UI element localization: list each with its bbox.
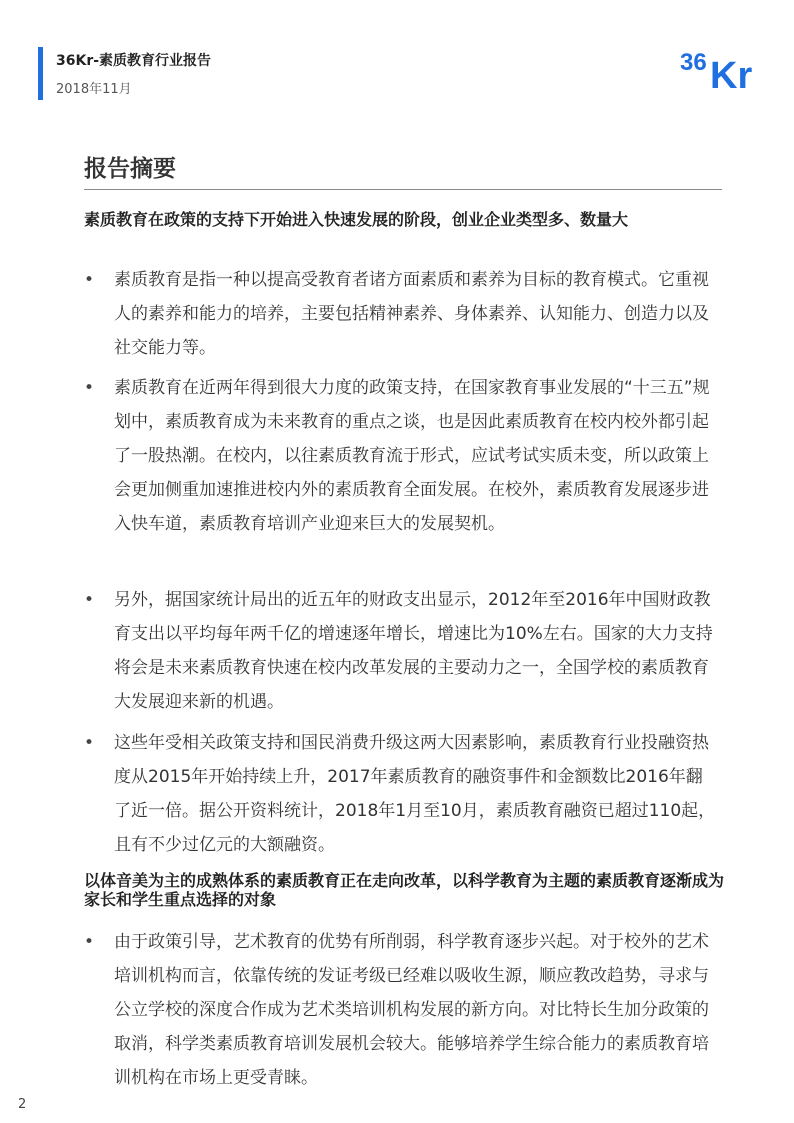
summary-bullet-5 bbox=[84, 925, 724, 1095]
bullet-dot: • bbox=[84, 270, 95, 290]
bullet-text: 另外，据国家统计局出的近五年的财政支出显示，2012年至2016年中国财政教育支出以平均每年两千亿的增速逐年增长，增速比为10%左右。国家的大力支持将会是未来素质教育快速在校内改革发展的主要动力之一，全国学校的素质教育大发展迎来新的机遇。 bbox=[114, 590, 713, 712]
summary-heading-2: 以体音美为主的成熟体系的素质教育正在走向改革，以科学教育为主题的素质教育逐渐成为家长和学生重点选择的对象 bbox=[84, 871, 725, 909]
bullet-dot: • bbox=[84, 932, 95, 952]
section-divider bbox=[84, 189, 722, 190]
summary-bullet-2 bbox=[84, 371, 724, 541]
header-accent-bar bbox=[38, 47, 43, 100]
svg-text:Kr: Kr bbox=[710, 55, 753, 94]
bullet-text: 素质教育在近两年得到很大力度的政策支持，在国家教育事业发展的“十三五”规划中，素质教育成为未来教育的重点之谈，也是因此素质教育在校内校外都引起了一股热潮。在校内，以往素质教育流于形式，应试考试实质未变，所以政策上会更加侧重加速推进校内外的素质教育全面发展。在校外，素质教育发展逐步进入快车道，素质教育培训产业迎来巨大的发展契机。 bbox=[114, 378, 710, 534]
bullet-dot: • bbox=[84, 378, 95, 398]
section-title: 报告摘要 bbox=[84, 156, 176, 182]
svg-text:36: 36 bbox=[680, 49, 707, 76]
summary-bullet-4 bbox=[84, 726, 724, 862]
summary-bullet-1 bbox=[84, 263, 724, 365]
report-date: 2018年11月 bbox=[56, 82, 132, 97]
bullet-dot: • bbox=[84, 590, 95, 610]
summary-heading-1: 素质教育在政策的支持下开始进入快速发展的阶段，创业企业类型多、数量大 bbox=[84, 210, 629, 229]
page-number: 2 bbox=[18, 1097, 27, 1112]
bullet-text: 这些年受相关政策支持和国民消费升级这两大因素影响，素质教育行业投融资热度从2015年开始持续上升，2017年素质教育的融资事件和金额数比2016年翻了近一倍。据公开资料统计，2018年1月至10月，素质教育融资已超过110起，且有不少过亿元的大额融资。 bbox=[114, 733, 716, 855]
bullet-dot: • bbox=[84, 733, 95, 753]
36kr-logo bbox=[680, 44, 766, 94]
bullet-text: 素质教育是指一种以提高受教育者诸方面素质和素养为目标的教育模式。它重视人的素养和能力的培养，主要包括精神素养、身体素养、认知能力、创造力以及社交能力等。 bbox=[114, 270, 709, 358]
summary-bullet-3 bbox=[84, 583, 724, 719]
report-title: 36Kr-素质教育行业报告 bbox=[56, 53, 212, 69]
bullet-text: 由于政策引导，艺术教育的优势有所削弱，科学教育逐步兴起。对于校外的艺术培训机构而言，依靠传统的发证考级已经难以吸收生源，顺应教改趋势，寻求与公立学校的深度合作成为艺术类培训机构发展的新方向。对比特长生加分政策的取消，科学类素质教育培训发展机会较大。能够培养学生综合能力的素质教育培训机构在市场上更受青睐。 bbox=[114, 932, 709, 1088]
